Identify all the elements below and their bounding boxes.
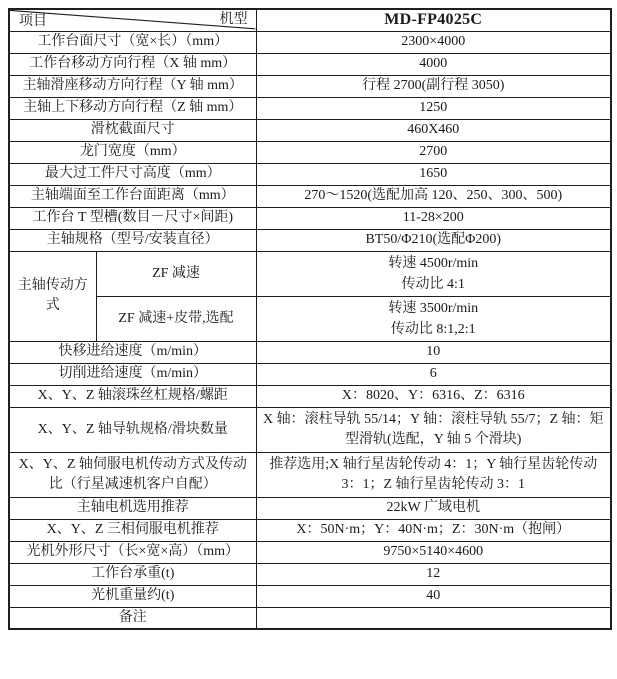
spec-label-cell: 滑枕截面尺寸 <box>9 119 256 141</box>
spec-label-cell: 龙门宽度（mm） <box>9 141 256 163</box>
spec-row <box>9 497 611 519</box>
header-row <box>9 9 611 31</box>
spec-label-cell: 光机重量约(t) <box>9 585 256 607</box>
spec-row <box>9 585 611 607</box>
value-line: 传动比 8:1,2:1 <box>390 321 476 337</box>
spec-label-cell: X、Y、Z 轴滚珠丝杠规格/螺距 <box>9 385 256 407</box>
spec-label-cell: 光机外形尺寸（长×宽×高）（mm） <box>9 541 256 563</box>
spec-row <box>9 141 611 163</box>
spec-row <box>9 452 611 497</box>
spec-table-body <box>9 31 611 629</box>
spec-label-cell: 主轴电机选用推荐 <box>9 497 256 519</box>
spec-row <box>9 163 611 185</box>
spec-value-cell: 2300×4000 <box>256 31 611 53</box>
spec-label-cell: 备注 <box>9 607 256 629</box>
spec-value-cell: X：50N·m；Y：40N·m；Z：30N·m（抱闸） <box>256 519 611 541</box>
spec-row <box>9 75 611 97</box>
spec-row <box>9 229 611 251</box>
spec-label-cell: 主轴上下移动方向行程（Z 轴 mm） <box>9 97 256 119</box>
spec-value-cell <box>256 296 611 341</box>
spec-value-cell: 1650 <box>256 163 611 185</box>
spec-label-cell: X、Y、Z 轴导轨规格/滑块数量 <box>9 407 256 452</box>
spec-label-cell: 切削进给速度（m/min） <box>9 363 256 385</box>
spec-value-cell: 40 <box>256 585 611 607</box>
diagonal-header-cell <box>9 9 256 31</box>
spec-row <box>9 97 611 119</box>
spec-label-cell: X、Y、Z 三相伺服电机推荐 <box>9 519 256 541</box>
spec-row <box>9 119 611 141</box>
spec-row <box>9 363 611 385</box>
spec-row <box>9 385 611 407</box>
spec-value-cell: 行程 2700(副行程 3050) <box>256 75 611 97</box>
spec-label-cell: 快移进给速度（m/min） <box>9 341 256 363</box>
spec-label-cell: 最大过工件尺寸高度（mm） <box>9 163 256 185</box>
spec-label-cell: 工作台面尺寸（宽×长）（mm） <box>9 31 256 53</box>
spec-value-cell: X 轴：滚柱导轨 55/14；Y 轴：滚柱导轨 55/7；Z 轴：矩型滑轨(选配，Y 轴 5 个滑块) <box>256 407 611 452</box>
header-item-label: 项目 <box>19 14 47 29</box>
spec-label-cell: 工作台 T 型槽(数目－尺寸×间距) <box>9 207 256 229</box>
spec-label-cell: 工作台承重(t) <box>9 563 256 585</box>
spec-row <box>9 341 611 363</box>
spec-row <box>9 185 611 207</box>
sub-label-cell: ZF 减速+皮带,选配 <box>96 296 256 341</box>
spec-row <box>9 296 611 341</box>
spec-row <box>9 251 611 296</box>
spec-value-cell: 9750×5140×4600 <box>256 541 611 563</box>
spec-value-cell: 12 <box>256 563 611 585</box>
spec-row <box>9 541 611 563</box>
spec-value-cell: 6 <box>256 363 611 385</box>
spec-value-cell: X：8020、Y：6316、Z：6316 <box>256 385 611 407</box>
spec-row <box>9 207 611 229</box>
spec-row <box>9 563 611 585</box>
spec-value-cell: 22kW 广域电机 <box>256 497 611 519</box>
spec-value-cell: 11-28×200 <box>256 207 611 229</box>
spec-label-cell: 主轴规格（型号/安装直径） <box>9 229 256 251</box>
spec-value-cell: 推荐选用;X 轴行星齿轮传动 4：1；Y 轴行星齿轮传动 3：1；Z 轴行星齿轮传动 3：1 <box>256 452 611 497</box>
value-line: 转速 3500r/min <box>388 300 479 316</box>
spec-value-cell: 460X460 <box>256 119 611 141</box>
spec-table <box>8 8 612 630</box>
spec-value-cell: BT50/Φ210(选配Φ200) <box>256 229 611 251</box>
spec-row <box>9 607 611 629</box>
spec-row <box>9 519 611 541</box>
spec-row <box>9 407 611 452</box>
spec-value-cell: 4000 <box>256 53 611 75</box>
spec-row <box>9 31 611 53</box>
value-line: 转速 4500r/min <box>388 255 479 271</box>
spec-label-cell: 工作台移动方向行程（X 轴 mm） <box>9 53 256 75</box>
spec-value-cell: 10 <box>256 341 611 363</box>
spec-label-cell: 主轴滑座移动方向行程（Y 轴 mm） <box>9 75 256 97</box>
spec-label-cell: X、Y、Z 轴伺服电机传动方式及传动比（行星减速机客户自配） <box>9 452 256 497</box>
spec-value-cell: 2700 <box>256 141 611 163</box>
group-label-cell: 主轴传动方式 <box>9 251 96 341</box>
spec-label-cell: 主轴端面至工作台面距离（mm） <box>9 185 256 207</box>
spec-row <box>9 53 611 75</box>
header-model-label: 机型 <box>219 11 248 27</box>
value-line: 传动比 4:1 <box>401 276 465 292</box>
sub-label-cell: ZF 减速 <box>96 251 256 296</box>
spec-value-cell <box>256 251 611 296</box>
spec-value-cell <box>256 607 611 629</box>
model-value-cell: MD-FP4025C <box>256 9 611 31</box>
spec-value-cell: 1250 <box>256 97 611 119</box>
spec-value-cell: 270～1520(选配加高 120、250、300、500) <box>256 185 611 207</box>
